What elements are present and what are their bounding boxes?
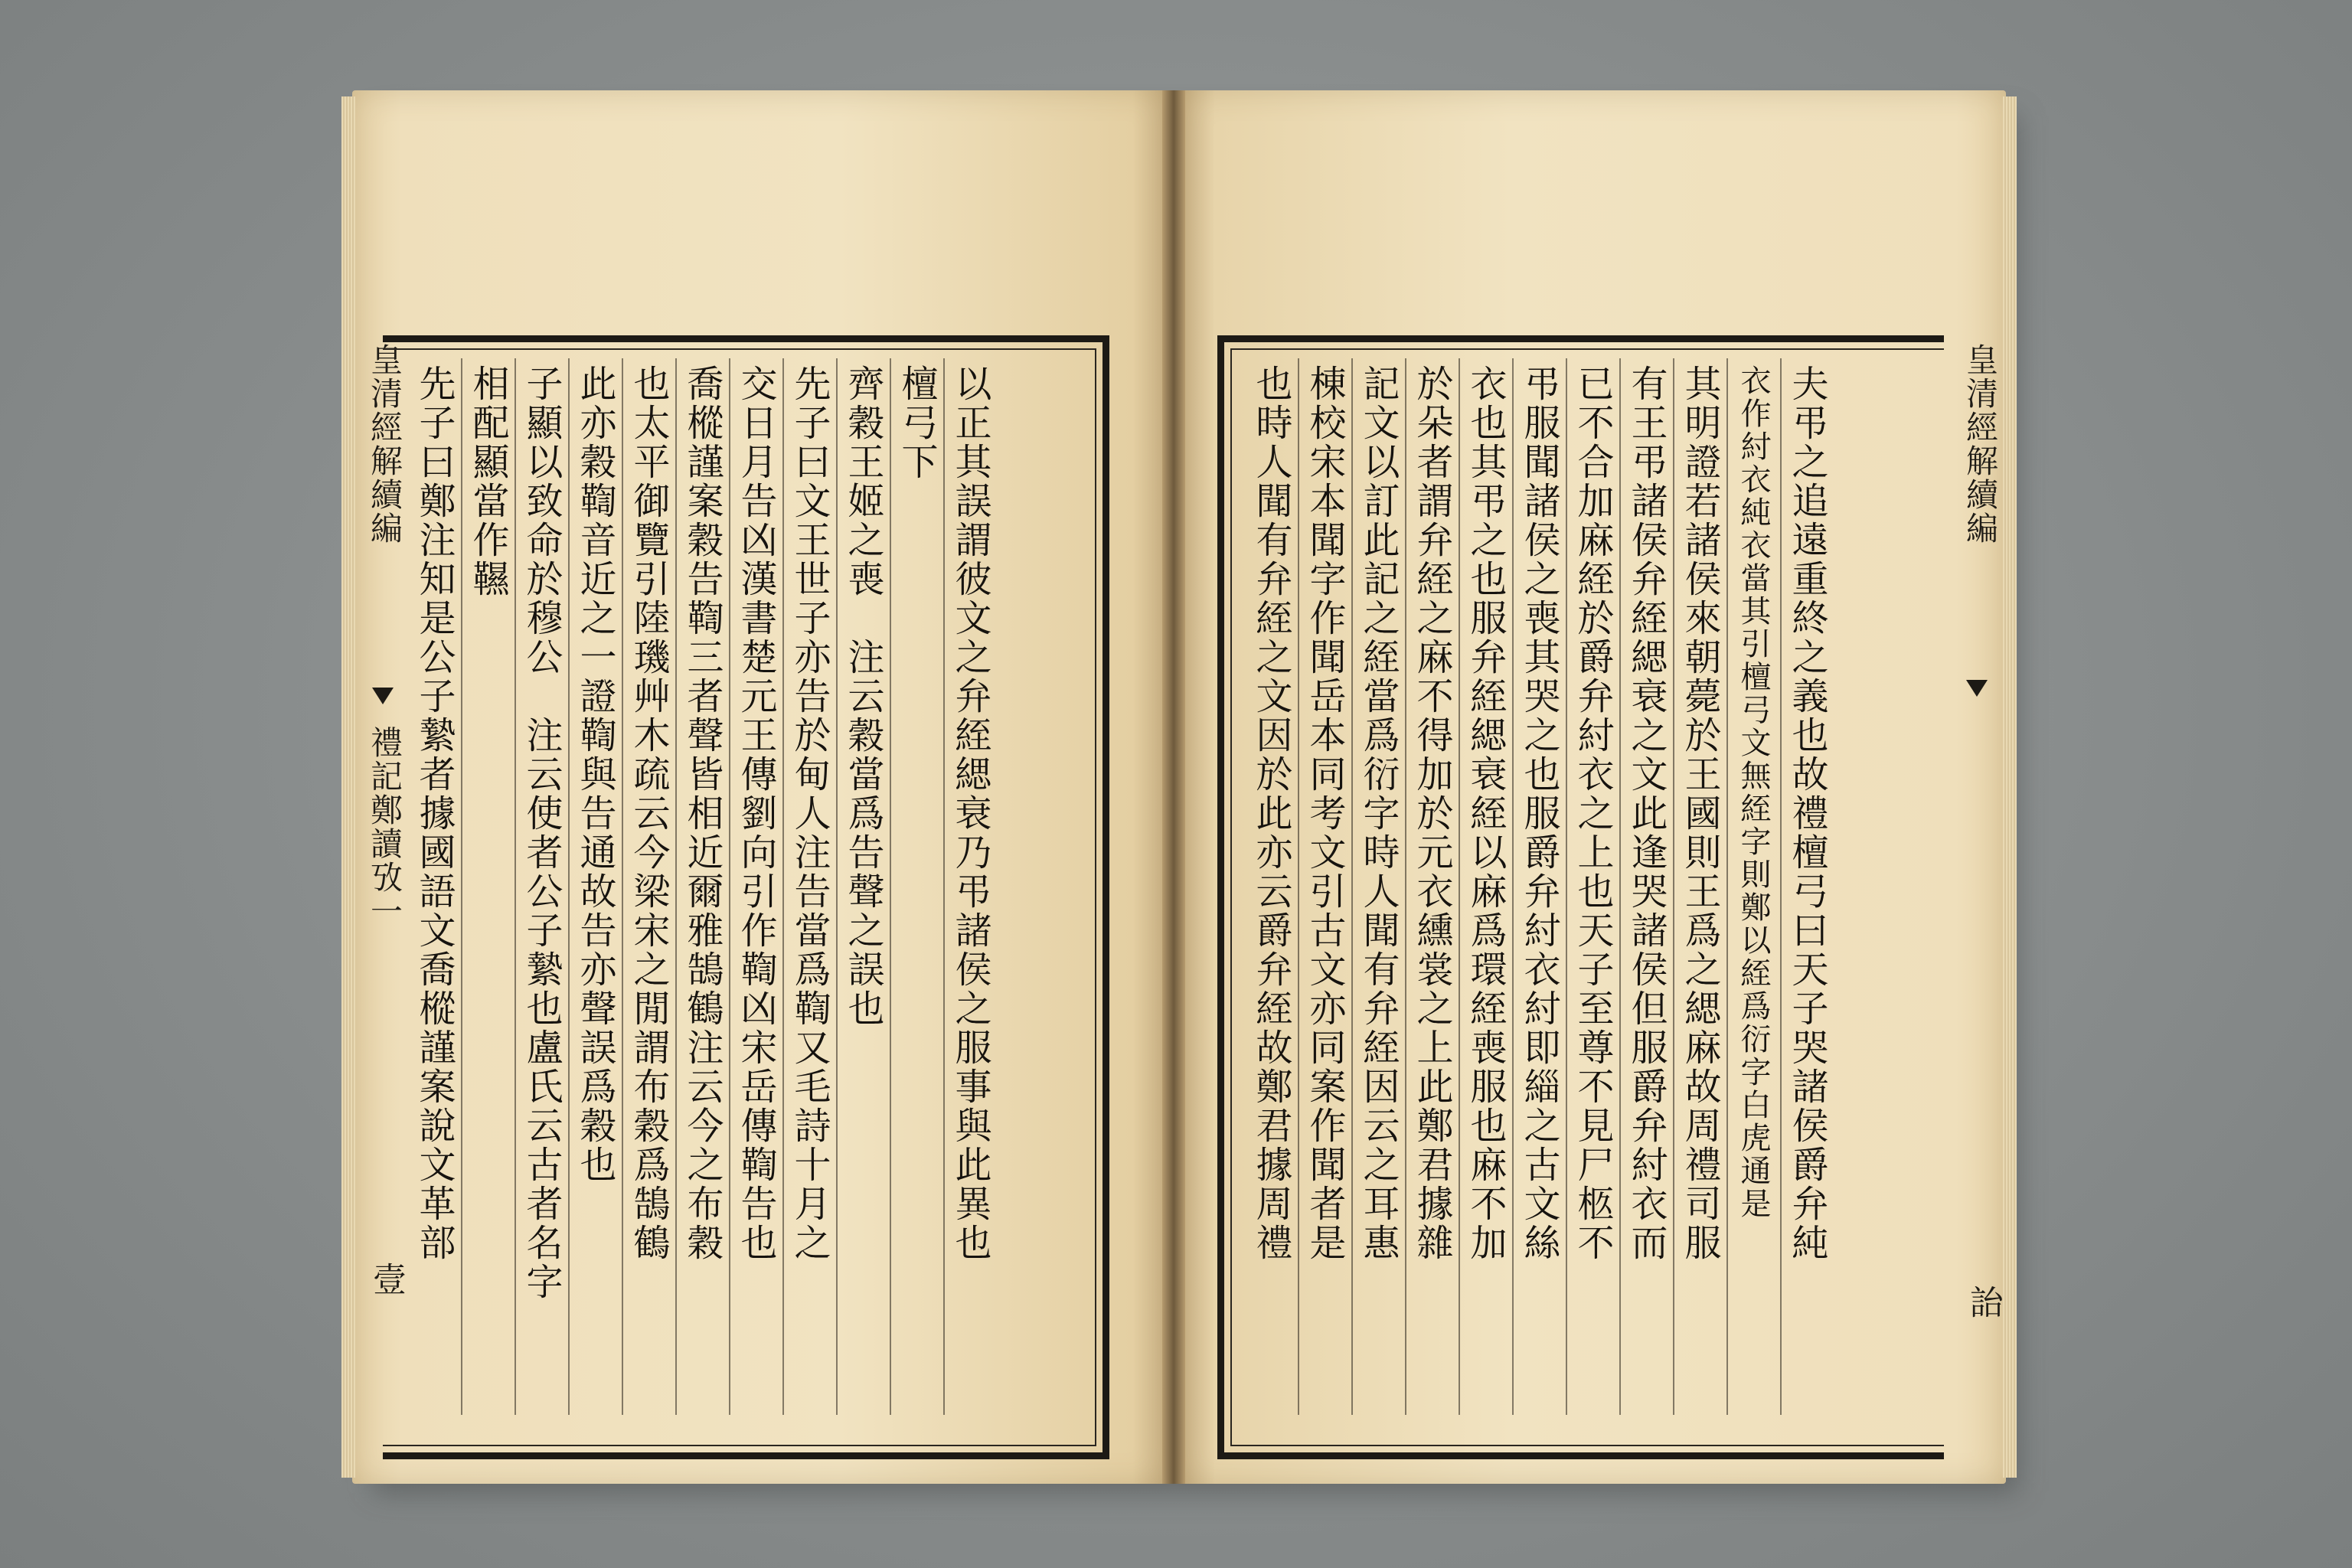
- text-column: 齊穀王姬之喪 注云穀當爲告聲之誤也: [836, 358, 890, 1415]
- text-column: 夫弔之追遠重終之義也故禮檀弓曰天子哭諸侯爵弁純: [1780, 358, 1834, 1415]
- text-column: 交日月告凶漢書楚元王傳劉向引作鞫凶宋岳傳鞫告也: [729, 358, 782, 1415]
- text-column: 先子曰文王世子亦告於甸人注告當爲鞫又毛詩十月之: [782, 358, 836, 1415]
- page-edges-left: [341, 96, 355, 1478]
- right-text-columns: [1244, 358, 1834, 1415]
- text-column: 也太平御覽引陸璣艸木疏云今梁宋之閒謂布穀爲鵠鶴: [622, 358, 675, 1415]
- text-column: 子顯以致命於穆公 注云使者公子縶也盧氏云古者名字: [514, 358, 568, 1415]
- right-margin-title: 皇清經解續編: [1962, 343, 1999, 545]
- left-margin-subtitle: 禮記鄭讀攷一: [366, 726, 403, 928]
- text-column: 棟校宋本聞字作聞岳本同考文引古文亦同案作聞者是: [1298, 358, 1351, 1415]
- text-column: 已不合加麻絰於爵弁紂衣之上也天子至尊不見尸柩不: [1566, 358, 1619, 1415]
- left-folio: 壹: [367, 1262, 406, 1295]
- text-column: 檀弓下: [890, 358, 943, 1415]
- page-edges-right: [2003, 96, 2017, 1478]
- text-column: 喬樅謹案穀告鞫三者聲皆相近爾雅鵠鶴注云今之布穀: [675, 358, 729, 1415]
- book-gutter: [1162, 90, 1185, 1484]
- text-column: 先子曰鄭注知是公子縶者據國語文喬樅謹案說文革部: [413, 364, 456, 1263]
- left-text-columns: [407, 358, 997, 1415]
- text-column: 相配顯當作韅: [461, 358, 514, 1415]
- right-folio: 詒: [1964, 1285, 2003, 1318]
- text-column: 衣也其弔之也服弁絰緦衰絰以麻爲環絰喪服也麻不加: [1459, 358, 1512, 1415]
- text-column: 此亦穀鞫音近之一證鞫與告通故告亦聲誤爲穀也: [568, 358, 622, 1415]
- text-column: 有王弔諸侯弁絰緦衰之文此逢哭諸侯但服爵弁紂衣而: [1619, 358, 1673, 1415]
- left-margin-title: 皇清經解續編: [366, 343, 403, 545]
- text-column: 其明證若諸侯來朝薨於王國則王爲之緦麻故周禮司服: [1673, 358, 1726, 1415]
- open-book: [352, 90, 2006, 1484]
- text-column: 也時人聞有弁絰之文因於此亦云爵弁絰故鄭君據周禮: [1250, 364, 1292, 1263]
- text-column: 於朵者謂弁絰之麻不得加於元衣纁裳之上此鄭君據雜: [1405, 358, 1459, 1415]
- left-page: [352, 90, 1165, 1484]
- text-column: 以正其誤謂彼文之弁絰緦衰乃弔諸侯之服事與此異也: [943, 358, 997, 1415]
- text-column: 衣作紂衣純衣當其引檀弓文無絰字則鄭以絰爲衍字白虎通是: [1726, 358, 1780, 1415]
- text-column: 弔服聞諸侯之喪其哭之也服爵弁紂衣紂即緇之古文絲: [1512, 358, 1566, 1415]
- text-column: 記文以訂此記之絰當爲衍字時人聞有弁絰因云之耳惠: [1351, 358, 1405, 1415]
